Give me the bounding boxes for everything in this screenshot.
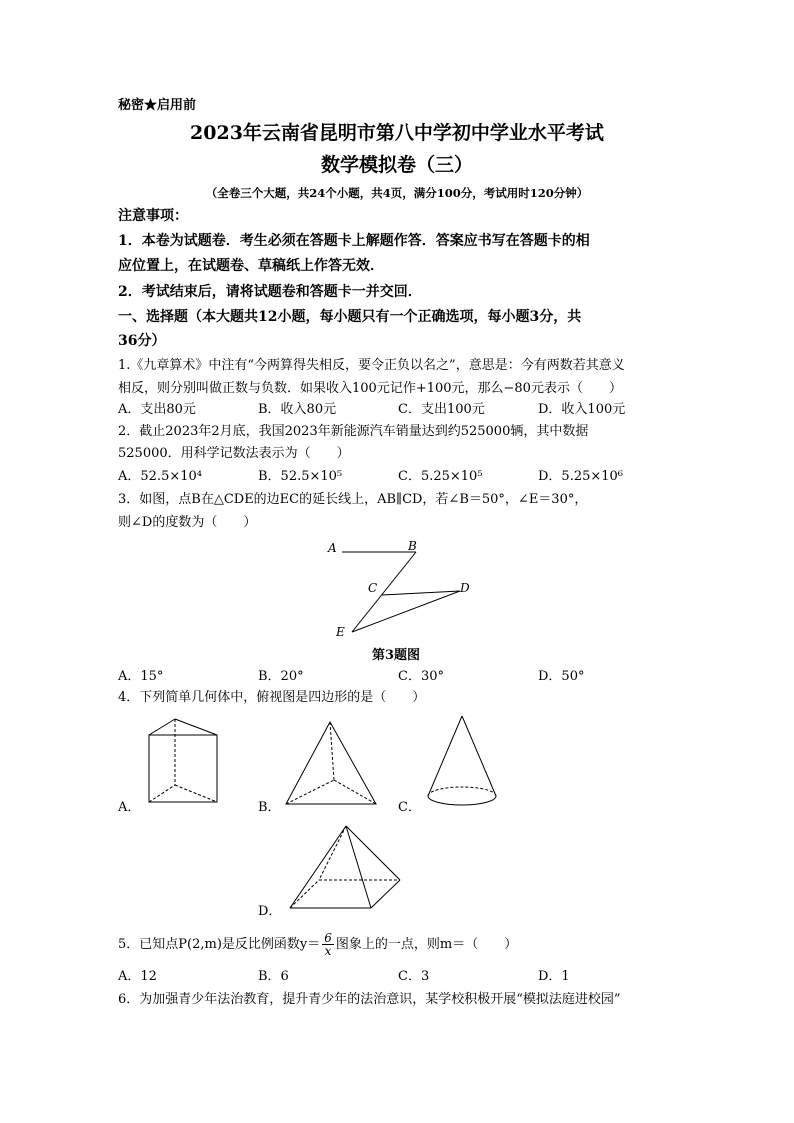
q2-line1: 2．截止2023年2月底，我国2023年新能源汽车销量达到约525000辆，其中数据 — [118, 424, 589, 439]
q1-option-d: D．收入100元 — [538, 402, 626, 417]
q5-prefix: 5．已知点P(2,m)是反比例函数y＝ — [118, 937, 321, 952]
note-1a: 1．本卷为试题卷．考生必须在答题卡上解题作答．答案应书写在答题卡的相 — [118, 233, 590, 249]
q5-line1 — [118, 932, 517, 957]
note-2: 2．考试结束后，请将试题卷和答题卡一并交回． — [118, 284, 422, 300]
section1-heading-a: 一、选择题（本大题共12小题，每小题只有一个正确选项，每小题3分，共 — [118, 309, 582, 325]
square-pyramid-figure — [286, 822, 406, 912]
q3-line1: 3．如图，点B在△CDE的边EC的延长线上，AB∥CD，若∠B＝50°，∠E＝30°， — [118, 492, 588, 507]
label-c: C — [368, 581, 378, 595]
notes-heading: 注意事项： — [118, 208, 188, 224]
q5-option-a: A．12 — [118, 969, 157, 984]
q6-line1: 6．为加强青少年法治教育，提升青少年的法治意识，某学校积极开展“模拟法庭进校园” — [118, 992, 621, 1007]
q5-fraction — [322, 932, 334, 957]
note-1b: 应位置上，在试题卷、草稿纸上作答无效． — [118, 258, 384, 274]
q2-option-a: A．52.5×10⁴ — [118, 469, 202, 484]
triangular-prism-figure — [144, 715, 224, 807]
q4-line1: 4．下列简单几何体中，俯视图是四边形的是（ ） — [118, 690, 426, 705]
q1-line2: 相反，则分别叫做正数与负数．如果收入100元记作+100元，那么−80元表示（ ） — [118, 381, 622, 396]
q5-suffix: 图象上的一点，则m＝（ ） — [335, 937, 518, 952]
label-d: D — [460, 581, 470, 595]
q3-option-a: A．15° — [118, 669, 164, 684]
q5-option-d: D．1 — [538, 969, 570, 984]
q4-option-a: A． — [118, 800, 141, 815]
q2-option-c: C．5.25×10⁵ — [398, 469, 483, 484]
q5-fraction-denominator: x — [324, 944, 332, 958]
label-e: E — [336, 625, 345, 639]
q5-fraction-numerator: 6 — [324, 931, 332, 945]
q3-option-d: D．50° — [538, 669, 585, 684]
q3-caption: 第3题图 — [372, 648, 421, 663]
label-a: A — [328, 541, 337, 555]
q1-option-b: B．收入80元 — [258, 402, 337, 417]
q4-option-c: C． — [398, 800, 421, 815]
q4-option-d: D． — [258, 904, 282, 919]
exam-subtitle: 数学模拟卷（三） — [320, 154, 473, 176]
segment-cd — [382, 591, 460, 595]
q3-line2: 则∠D的度数为（ ） — [118, 515, 257, 530]
q1-option-a: A．支出80元 — [118, 402, 196, 417]
q1-option-c: C．支出100元 — [398, 402, 485, 417]
cone-figure — [424, 712, 504, 808]
exam-title: 2023年云南省昆明市第八中学初中学业水平考试 — [190, 122, 604, 144]
section1-heading-b: 36分） — [118, 333, 166, 349]
q5-option-c: C．3 — [398, 969, 430, 984]
q2-option-d: D．5.25×10⁶ — [538, 469, 624, 484]
q2-option-b: B．52.5×10⁵ — [258, 469, 343, 484]
secret-label: 秘密★启用前 — [118, 98, 197, 113]
q1-line1: 1.《九章算术》中注有“今两算得失相反，要令正负以名之”，意思是：今有两数若其意义 — [118, 358, 625, 373]
q5-option-b: B．6 — [258, 969, 289, 984]
q4-option-b: B． — [258, 800, 281, 815]
exam-info: （全卷三个大题，共24个小题，共4页，满分100分，考试用时120分钟） — [205, 186, 589, 200]
q3-option-c: C．30° — [398, 669, 444, 684]
label-b: B — [408, 539, 417, 553]
triangular-pyramid-figure — [282, 718, 382, 810]
q3-option-b: B．20° — [258, 669, 304, 684]
q2-line2: 525000．用科学记数法表示为（ ） — [118, 446, 350, 461]
q3-figure — [320, 538, 480, 638]
